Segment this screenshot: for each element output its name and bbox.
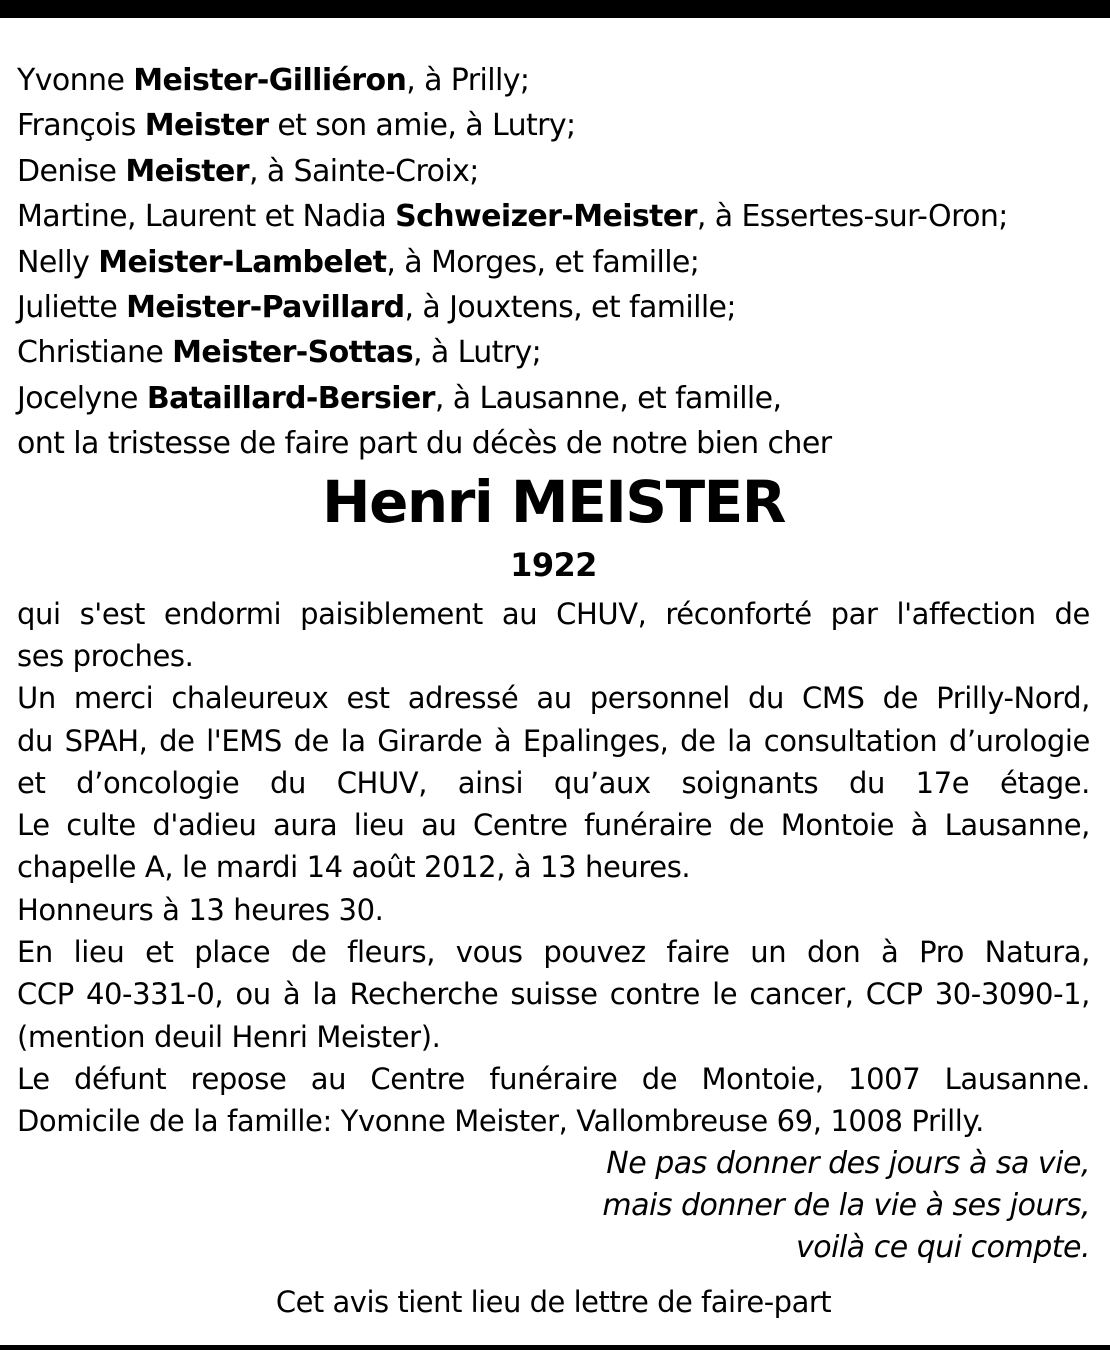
family-location: , à Lausanne, et famille, <box>434 380 782 416</box>
family-first-names: Denise <box>17 153 126 189</box>
footer-note: Cet avis tient lieu de lettre de faire-part <box>275 1284 832 1319</box>
body-line: CCP 40-331-0, ou à la Recherche suisse contre le cancer, CCP 30-3090-1, <box>17 977 1090 1012</box>
quote-line: mais donner de la vie à ses jours, <box>602 1187 1090 1223</box>
family-first-names: Juliette <box>17 290 127 326</box>
family-line <box>17 376 1090 421</box>
body-line: chapelle A, le mardi 14 août 2012, à 13 heures. <box>17 850 691 885</box>
body-line: Le défunt repose au Centre funéraire de Montoie, 1007 Lausanne. <box>17 1061 1090 1096</box>
family-first-names: Nelly <box>17 244 99 280</box>
family-surname: Meister-Sottas <box>172 335 414 371</box>
quote-line: voilà ce qui compte. <box>796 1229 1090 1265</box>
family-line <box>17 194 1090 239</box>
body-line: Le culte d'adieu aura lieu au Centre funéraire de Montoie à Lausanne, <box>17 808 1090 843</box>
body-line: qui s'est endormi paisiblement au CHUV, réconforté par l'affection de <box>17 596 1090 631</box>
body-line: Honneurs à 13 heures 30. <box>17 892 384 927</box>
family-location: , à Jouxtens, et famille; <box>404 290 736 326</box>
notice-body <box>17 593 1090 1143</box>
family-line <box>17 240 1090 285</box>
family-surname: Meister-Lambelet <box>98 244 387 280</box>
family-location: , à Prilly; <box>406 63 530 98</box>
family-line <box>17 149 1090 194</box>
body-line: Un merci chaleureux est adressé au personnel du CMS de Prilly-Nord, <box>17 681 1090 716</box>
notice-content <box>17 58 1090 1323</box>
body-line: et d’oncologie du CHUV, ainsi qu’aux soignants du 17e étage. <box>17 765 1090 800</box>
family-surname: Meister <box>144 108 269 144</box>
bottom-border <box>0 1345 1110 1350</box>
intro-text: ont la tristesse de faire part du décès de notre bien cher <box>17 426 832 462</box>
family-first-names: François <box>17 108 145 144</box>
top-border <box>0 0 1110 18</box>
quote-line: Ne pas donner des jours à sa vie, <box>606 1145 1090 1181</box>
family-first-names: Jocelyne <box>17 380 147 416</box>
family-surname: Meister-Gilliéron <box>133 63 407 98</box>
family-location: , à Morges, et famille; <box>386 244 700 280</box>
closing-quote <box>17 1143 1090 1269</box>
family-surname: Schweizer-Meister <box>395 199 697 235</box>
family-line <box>17 103 1090 148</box>
family-first-names: Christiane <box>17 335 173 371</box>
family-first-names: Yvonne <box>17 63 134 98</box>
deceased-name: Henri MEISTER <box>322 467 785 536</box>
family-line <box>17 58 1090 103</box>
family-first-names: Martine, Laurent et Nadia <box>17 199 396 235</box>
family-location: , à Essertes-sur-Oron; <box>696 199 1008 235</box>
body-line: En lieu et place de fleurs, vous pouvez faire un don à Pro Natura, <box>17 935 1090 970</box>
family-line <box>17 285 1090 330</box>
family-location: , à Lutry; <box>413 335 542 371</box>
family-surname: Bataillard-Bersier <box>146 380 435 416</box>
family-line <box>17 330 1090 375</box>
body-line: (mention deuil Henri Meister). <box>17 1019 441 1054</box>
body-line: ses proches. <box>17 638 194 673</box>
family-surname: Meister <box>125 153 249 189</box>
body-line: Domicile de la famille: Yvonne Meister, Vallombreuse 69, 1008 Prilly. <box>17 1104 984 1139</box>
family-location: et son amie, à Lutry; <box>268 108 576 144</box>
birth-year: 1922 <box>510 545 597 584</box>
family-surname: Meister-Pavillard <box>126 290 405 326</box>
body-line: du SPAH, de l'EMS de la Girarde à Epalinges, de la consultation d’urologie <box>17 723 1090 758</box>
family-location: , à Sainte-Croix; <box>248 153 479 189</box>
